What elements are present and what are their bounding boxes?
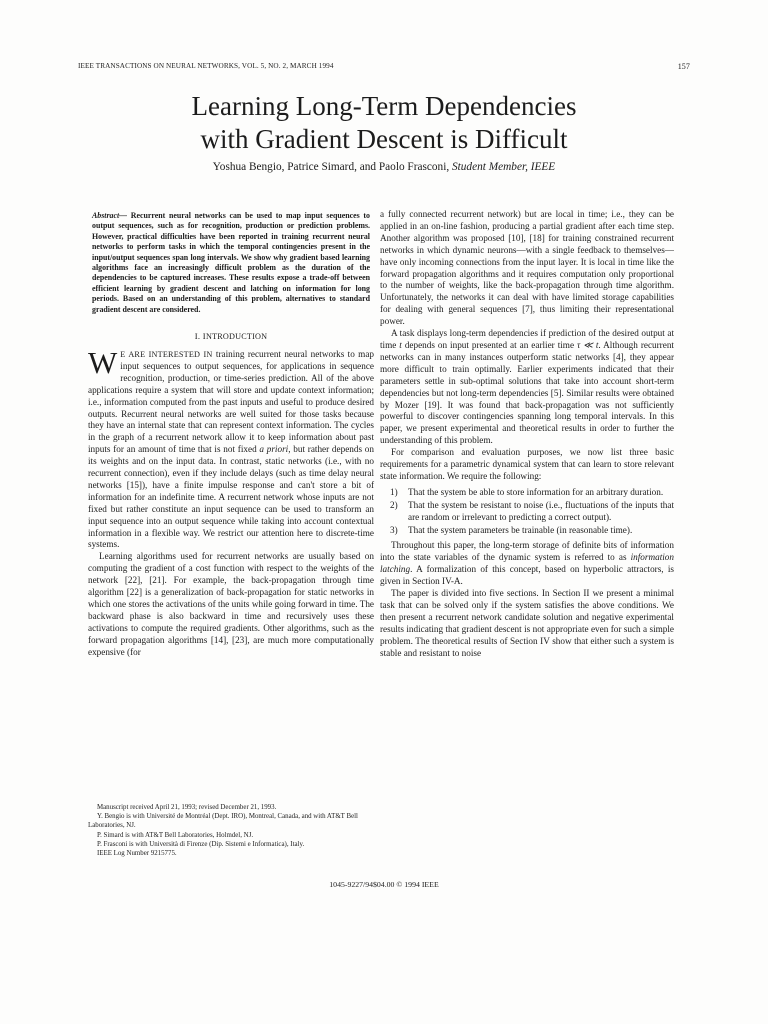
footnote: P. Simard is with AT&T Bell Laboratories, Holmdel, NJ. — [97, 831, 254, 839]
footnote: IEEE Log Number 9215775. — [97, 850, 177, 858]
page-number: 157 — [677, 62, 690, 71]
intro-paragraph-2: Learning algorithms used for recurrent networks are usually based on computing the gradient of a cost function with respect to the weights of the network [22], [21]. For example, the back-propagation through time algorithm [22] is a generalization of back-propagation for static networks in which one stores the activations of the units while going forward in time. The backward phase is also backward in time and recursively uses these activations to compute the required gradients. Other algorithms, such as the forward propagation algorithms [14], [23], are much more computationally expensive (for — [88, 551, 374, 657]
author-line — [78, 161, 690, 173]
left-column — [88, 211, 374, 659]
right-column — [380, 209, 674, 660]
list-item: 3) That the system parameters be trainable (in reasonable time). — [390, 524, 633, 535]
abstract-text: Recurrent neural networks can be used to map input sequences to output sequences, such as for recognition, production or prediction problems. However, practical difficulties have been reported in training recurrent neural networks to perform tasks in which the temporal contingencies present in the input/output sequences span long intervals. We show why gradient based learning algorithms face an increasingly difficult problem as the duration of the dependencies to be captured increases. These results expose a trade-off between efficient learning by gradient descent and latching on information for long periods. Based on an understanding of this problem, alternatives to standard gradient descent are considered. — [92, 211, 370, 314]
intro-paragraph-1: W E ARE INTERESTED IN training recurrent neural networks to map input sequences to output sequences, for applications in sequence recognition, production, or time-series prediction. All of the above applications require a system that will store and update context information; i.e., information computed from the past inputs and useful to produce desired outputs. Recurrent neural networks are well suited for those tasks because they have an internal state that can represent context information. The cycles in the graph of a recurrent network allow it to keep information about past inputs for an amount of time that is not fixed a priori, but rather depends on its weights and on the input data. In contrast, static networks (i.e., with no recurrent connection), even if they include delays (such as time delay neural networks [15]), have a finite impulse response and can't store a bit of information for an indefinite time. A recurrent network whose inputs are not fixed but rather constitute an input sequence can be used to transform an input sequence into an output sequence while taking into account contextual information in a flexible way. We restrict our attention here to discrete-time systems. — [88, 344, 374, 550]
title-line-2: with Gradient Descent is Difficult — [200, 124, 568, 154]
running-head — [78, 62, 690, 76]
list-item: 2) That the system be resistant to noise (i.e., fluctuations of the inputs that are random or irrelevant to predicting a correct output). — [390, 499, 674, 522]
title-line-1: Learning Long-Term Dependencies — [191, 91, 577, 121]
footnote: Manuscript received April 21, 1993; revised December 21, 1993. — [97, 804, 277, 811]
right-paragraph-3: For comparison and evaluation purposes, we now list three basic requirements for a parametric dynamical system that can learn to store relevant state information. We require the following: — [380, 447, 674, 481]
copyright-line: 1045-9227/94$04.00 © 1994 IEEE — [329, 880, 439, 889]
footnote: Y. Bengio is with Université de Montréal (Dept. IRO), Montreal, Canada, and with AT&T Bell Laboratories, NJ. — [88, 813, 358, 830]
footnote: P. Frasconi is with Università di Firenze (Dip. Sistemi e Informatica), Italy. — [97, 840, 305, 848]
right-paragraph-4: Throughout this paper, the long-term storage of definite bits of information into the state variables of the dynamic system is referred to as information latching. A formalization of this concept, based on hyperbolic attractors, is given in Section IV-A. — [380, 540, 674, 587]
requirements-list — [380, 487, 674, 537]
abstract-lead: Abstract— — [92, 211, 128, 220]
drop-cap: W — [88, 344, 118, 380]
author-membership: Student Member, IEEE — [452, 161, 556, 173]
footnotes — [88, 803, 374, 858]
intro-caps: E ARE INTERESTED IN — [120, 349, 213, 359]
author-names: Yoshua Bengio, Patrice Simard, and Paolo Frasconi, — [212, 161, 452, 173]
right-paragraph-1: a fully connected recurrent network) but are local in time; i.e., they can be applied in an on-line fashion, producing a partial gradient after each time step. Another algorithm was proposed [10], [18] for training constrained recurrent networks in which dynamic neurons—with a single feedback to themselves—have only incoming connections from the input layer. It is local in time like the forward propagation algorithms and it requires computation only proportional to the number of weights, like the back-propagation through time algorithm. Unfortunately, the networks it can deal with have limited storage capabilities for dealing with general sequences [7], thus limiting their representational power. — [380, 209, 674, 327]
right-paragraph-2: A task displays long-term dependencies if prediction of the desired output at time t depends on input presented at an earlier time τ ≪ t. Although recurrent networks can in many instances outperform static networks [4], they appear more difficult to train optimally. Earlier experiments indicated that their parameters settle in sub-optimal solutions that take into account short-term dependencies but not long-term dependencies [5]. Similar results were obtained by Mozer [19]. It was found that back-propagation was not sufficiently powerful to discover contingencies spanning long temporal intervals. In this paper, we present experimental and theoretical results in order to further the understanding of this problem. — [380, 328, 674, 446]
right-paragraph-5: The paper is divided into five sections. In Section II we present a minimal task that can be solved only if the system satisfies the above conditions. We then present a recurrent network candidate solution and negative experimental results indicating that gradient descent is not appropriate even for such a simple problem. The theoretical results of Section IV show that either such a system is stable and resistant to noise — [380, 588, 674, 658]
paper-title — [78, 90, 690, 156]
abstract — [88, 211, 374, 315]
journal-citation: IEEE TRANSACTIONS ON NEURAL NETWORKS, VOL. 5, NO. 2, MARCH 1994 — [78, 62, 334, 70]
section-heading-introduction: I. INTRODUCTION — [194, 331, 268, 342]
list-item: 1) That the system be able to store information for an arbitrary duration. — [390, 486, 664, 497]
